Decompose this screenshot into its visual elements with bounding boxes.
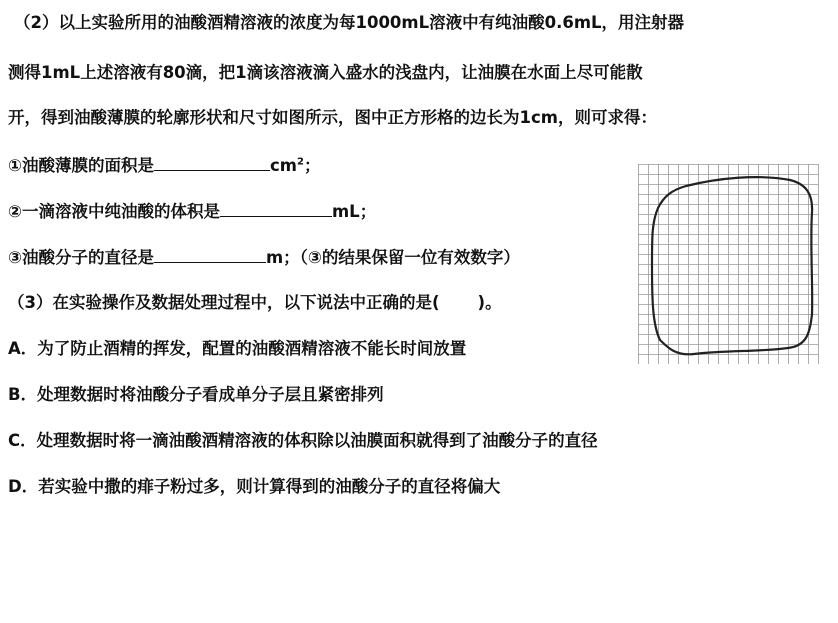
q2-answer-blank[interactable] bbox=[220, 200, 332, 217]
q2-unit: mL； bbox=[331, 202, 377, 221]
q1-end: ； bbox=[303, 156, 321, 175]
q1-unit: cm bbox=[269, 156, 297, 175]
q1-unit-superscript: 2 bbox=[296, 156, 304, 168]
q3-suffix: m；（③的结果保留一位有效数字） bbox=[265, 248, 520, 267]
grid-lines bbox=[638, 164, 819, 364]
q3-answer-blank[interactable] bbox=[154, 246, 266, 263]
intro-text-3: 开，得到油酸薄膜的轮廓形状和尺寸如图所示，图中正方形格的边长为1cm，则可求得： bbox=[8, 108, 657, 127]
option-a-text: A．为了防止酒精的挥发，配置的油酸酒精溶液不能长时间放置 bbox=[8, 339, 467, 358]
part3-question-start: （3）在实验操作及数据处理过程中，以下说法中正确的是( bbox=[8, 293, 440, 312]
question-1 bbox=[8, 154, 320, 177]
option-c bbox=[8, 430, 598, 452]
option-b-text: B．处理数据时将油酸分子看成单分子层且紧密排列 bbox=[8, 385, 384, 404]
intro-line-1 bbox=[14, 12, 684, 34]
q1-prefix: ①油酸薄膜的面积是 bbox=[8, 156, 154, 175]
intro-line-2 bbox=[8, 62, 643, 84]
option-c-text: C．处理数据时将一滴油酸酒精溶液的体积除以油膜面积就得到了油酸分子的直径 bbox=[8, 431, 598, 450]
q3-prefix: ③油酸分子的直径是 bbox=[8, 248, 154, 267]
oil-film-grid-figure bbox=[638, 164, 822, 364]
part3-question-end: )。 bbox=[477, 293, 502, 312]
option-d bbox=[8, 476, 500, 498]
intro-text-1: （2）以上实验所用的油酸酒精溶液的浓度为每1000mL溶液中有纯油酸0.6mL，用注射器 bbox=[14, 13, 685, 32]
option-b bbox=[8, 384, 384, 406]
option-a bbox=[8, 338, 466, 360]
question-2 bbox=[8, 200, 376, 223]
intro-text-2: 测得1mL上述溶液有80滴，把1滴该溶液滴入盛水的浅盘内，让油膜在水面上尽可能散 bbox=[8, 63, 643, 82]
q2-prefix: ②一滴溶液中纯油酸的体积是 bbox=[8, 202, 220, 221]
q1-answer-blank[interactable] bbox=[154, 154, 270, 171]
question-3 bbox=[8, 246, 520, 269]
option-d-text: D．若实验中撒的痱子粉过多，则计算得到的油酸分子的直径将偏大 bbox=[8, 477, 501, 496]
part3-question bbox=[8, 292, 502, 314]
intro-line-3 bbox=[8, 107, 657, 129]
